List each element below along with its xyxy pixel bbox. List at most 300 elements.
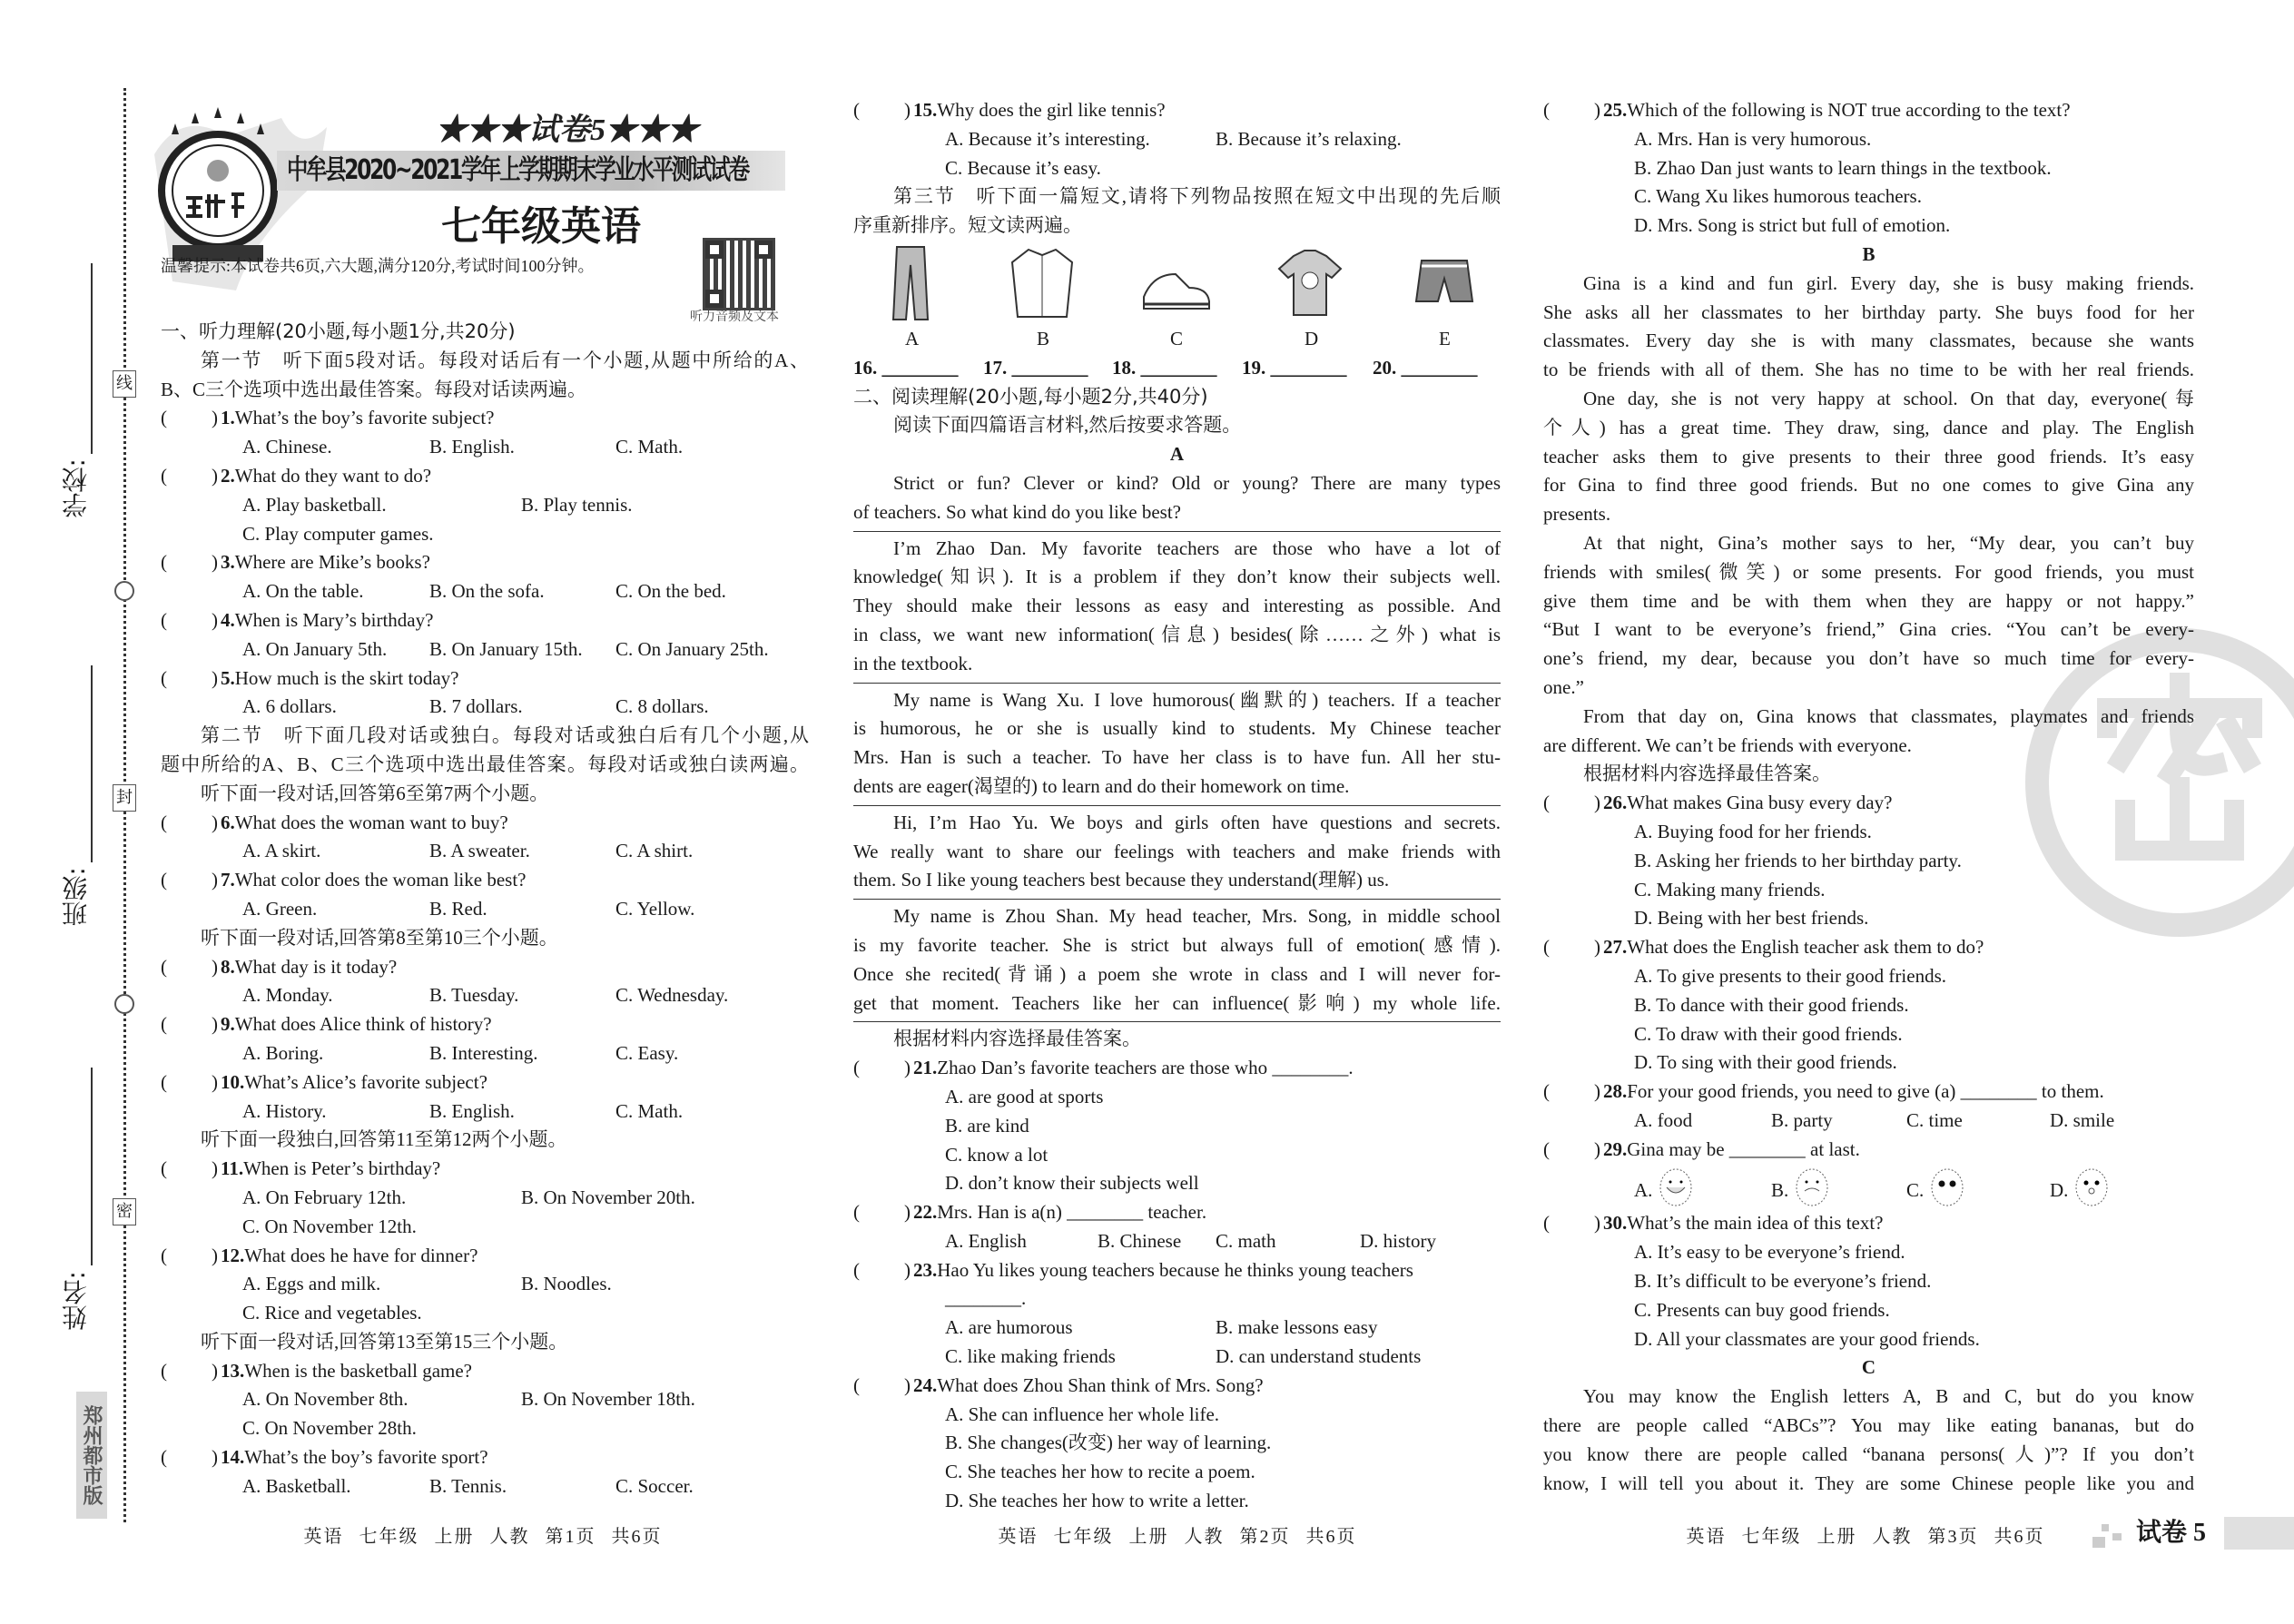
text-line: Once she recited(背诵) a poem she wrote in class and I will never for- <box>853 962 1501 985</box>
options-row <box>161 1097 809 1127</box>
answer-paren-open[interactable]: ( <box>1543 99 1550 121</box>
text-line: My name is Wang Xu. I love humorous(幽默的) teachers. If a teacher <box>893 688 1501 711</box>
text-line: 个人) has a great time. They draw, sing, dance and play. The English <box>1543 416 2194 438</box>
question-row <box>1543 1136 2194 1165</box>
question-stem: What does Alice think of history? <box>234 1013 492 1036</box>
paper-badge <box>2092 1517 2294 1550</box>
answer-paren-open[interactable]: ( <box>161 666 167 689</box>
options-row <box>161 433 809 462</box>
answer-paren-open[interactable]: ( <box>161 811 167 833</box>
seal-mark-line: 线 <box>113 370 136 398</box>
answer-option[interactable]: C. On November 28th. <box>242 1417 417 1440</box>
t-shirt-icon <box>1274 242 1346 322</box>
question-stem: Hao Yu likes young teachers because he thinks young teachers <box>937 1258 1413 1281</box>
face-option[interactable] <box>1906 1167 1965 1213</box>
question-number: 13. <box>221 1359 245 1382</box>
answer-option[interactable]: A. A skirt. <box>242 840 321 862</box>
answer-option[interactable]: A. On January 5th. <box>242 637 388 660</box>
order-blank[interactable]: 19. ________ <box>1242 356 1347 379</box>
answer-option[interactable]: D. Mrs. Song is strict but full of emotion. <box>1634 214 1951 237</box>
answer-option[interactable]: D. To sing with their good friends. <box>1634 1051 1897 1074</box>
answer-option[interactable]: B. Play tennis. <box>521 493 633 516</box>
school-label: 学校: <box>61 458 91 518</box>
page-2-column <box>853 96 1501 1516</box>
answer-option[interactable]: B. On November 18th. <box>521 1388 695 1411</box>
options-row <box>853 125 1501 154</box>
question-text <box>913 1198 1206 1227</box>
question-row <box>853 1372 1501 1401</box>
answer-option[interactable]: A. On February 12th. <box>242 1186 407 1208</box>
order-blank[interactable]: 18. ________ <box>1112 356 1217 379</box>
school-field-line[interactable] <box>91 263 93 454</box>
answer-paren-close: ) <box>212 1070 218 1093</box>
answer-option[interactable]: C. Presents can buy good friends. <box>1634 1298 1890 1321</box>
answer-option[interactable]: A. are good at sports <box>945 1085 1104 1107</box>
options-row <box>1543 1267 2194 1296</box>
answer-paren-close: ) <box>904 1258 911 1281</box>
text-line: friends with smiles(微笑) or some presents. For good friends, you must <box>1543 560 2194 583</box>
picture-labels <box>853 325 1501 354</box>
options-row <box>1543 182 2194 212</box>
options-row <box>853 1112 1501 1141</box>
answer-paren-open[interactable]: ( <box>161 407 167 429</box>
question-stem: What do they want to do? <box>234 464 432 487</box>
answer-option[interactable]: B. On November 20th. <box>521 1186 695 1208</box>
answer-paren-close: ) <box>904 1373 911 1396</box>
order-blank[interactable]: 17. ________ <box>983 356 1088 379</box>
footer-page-3: 英语 七年级 上册 人教 第3页 共6页 <box>1686 1527 2045 1547</box>
text-line: one’s friend, my dear, because you don’t have so much time for every- <box>1543 647 2194 670</box>
passage-label: A <box>1169 443 1185 466</box>
question-text <box>221 1010 492 1039</box>
page-3-column <box>1543 96 2194 1498</box>
options-row <box>161 491 809 520</box>
question-text <box>221 1443 488 1472</box>
answer-paren-open[interactable]: ( <box>161 1070 167 1093</box>
question-number: 25. <box>1603 99 1628 121</box>
question-text <box>913 1372 1264 1401</box>
paper-badge-label: 试卷 5 <box>2136 1519 2207 1547</box>
answer-option[interactable]: B. Zhao Dan just wants to learn things in the textbook. <box>1634 156 2052 179</box>
question-number: 7. <box>221 869 235 891</box>
answer-option[interactable]: C. Soccer. <box>615 1474 694 1497</box>
clothing-pictures <box>853 241 1501 325</box>
picture-label: C <box>1170 327 1184 349</box>
answer-option[interactable]: A. Play basketball. <box>242 493 387 516</box>
picture-label: E <box>1439 327 1451 349</box>
options-row <box>1543 1296 2194 1325</box>
text-line: 听下面一段对话,回答第8至第10三个小题。 <box>201 926 558 949</box>
question-stem: What does the English teacher ask them to do? <box>1627 936 1984 959</box>
question-row <box>1543 933 2194 962</box>
face-icon <box>1658 1167 1694 1213</box>
question-row <box>161 1155 809 1184</box>
answer-paren-close: ) <box>212 1157 218 1180</box>
answer-option[interactable]: C. Making many friends. <box>1634 878 1826 901</box>
answer-paren-close: ) <box>212 464 218 487</box>
answer-option[interactable]: C. Rice and vegetables. <box>242 1302 422 1324</box>
answer-option[interactable]: D. All your classmates are your good friends. <box>1634 1327 1980 1350</box>
options-row <box>853 1314 1501 1343</box>
answer-option[interactable]: A. History. <box>242 1099 327 1122</box>
answer-paren-open[interactable]: ( <box>1543 792 1550 814</box>
answer-option[interactable]: B. Because it’s relaxing. <box>1216 127 1402 150</box>
answer-option[interactable]: C. A shirt. <box>615 840 694 862</box>
answer-option[interactable]: A. To give presents to their good friends. <box>1634 964 1946 987</box>
edition-badge: 郑州都市版 <box>76 1392 107 1519</box>
question-row <box>161 462 809 491</box>
answer-option[interactable]: A. Monday. <box>242 984 333 1007</box>
name-field-line[interactable] <box>91 1068 93 1265</box>
question-text <box>1603 1209 1884 1238</box>
name-label: 姓名: <box>61 1271 91 1331</box>
answer-option[interactable]: B. A sweater. <box>429 840 530 862</box>
answer-option[interactable]: C. Math. <box>615 436 684 458</box>
answer-option[interactable]: C. She teaches her how to recite a poem. <box>945 1461 1255 1483</box>
answer-paren-open[interactable]: ( <box>1543 936 1550 959</box>
answer-option[interactable]: B. 7 dollars. <box>429 695 523 718</box>
answer-option[interactable]: A. Because it’s interesting. <box>945 127 1150 150</box>
text-line: 序重新排序。短文读两遍。 <box>853 214 1082 237</box>
text-line: of teachers. So what kind do you like best? <box>853 500 1181 523</box>
answer-option[interactable]: B. Tuesday. <box>429 984 519 1007</box>
question-row <box>1543 1078 2194 1107</box>
options-row <box>1543 1238 2194 1267</box>
text-line: them. So I like young teachers best because they understand(理解) us. <box>853 869 1390 891</box>
question-row <box>853 1256 1501 1285</box>
options-row <box>1543 1107 2194 1136</box>
answer-option[interactable]: A. She can influence her whole life. <box>945 1403 1220 1425</box>
class-field-line[interactable] <box>91 665 93 862</box>
circle-icon <box>114 994 134 1014</box>
question-stem: What color does the woman like best? <box>234 869 527 891</box>
shirt-icon <box>1006 242 1078 322</box>
answer-option[interactable]: C. Yellow. <box>615 897 695 920</box>
question-row <box>161 404 809 433</box>
answer-option[interactable]: A. Eggs and milk. <box>242 1273 381 1295</box>
seal-mark-seal: 封 <box>113 784 136 812</box>
order-blank[interactable]: 20. ________ <box>1373 356 1478 379</box>
answer-paren-open[interactable]: ( <box>161 1446 167 1469</box>
text-line: Strict or fun? Clever or kind? Old or young? There are many types <box>893 471 1501 494</box>
answer-option[interactable]: B. Noodles. <box>521 1273 612 1295</box>
text-line: presents. <box>1543 503 1611 526</box>
answer-option[interactable]: B. Interesting. <box>429 1041 538 1064</box>
answer-option[interactable]: A. On November 8th. <box>242 1388 409 1411</box>
answer-paren-open[interactable]: ( <box>161 1157 167 1180</box>
question-number: 14. <box>221 1446 245 1469</box>
options-row <box>853 1284 1501 1314</box>
answer-option[interactable]: A. Basketball. <box>242 1474 351 1497</box>
answer-option[interactable]: B. make lessons easy <box>1216 1316 1378 1339</box>
qr-code[interactable] <box>705 241 773 308</box>
answer-option[interactable]: B. Red. <box>429 897 487 920</box>
question-row <box>161 606 809 635</box>
answer-paren-close: ) <box>212 1013 218 1036</box>
question-text <box>913 96 1166 125</box>
question-number: 21. <box>913 1057 938 1079</box>
answer-paren-close: ) <box>1594 936 1600 959</box>
options-row <box>1543 876 2194 905</box>
answer-paren-open[interactable]: ( <box>161 608 167 631</box>
question-row <box>161 1010 809 1039</box>
options-row <box>161 1299 809 1328</box>
text-line: dents are eager(渴望的) to learn and do their homework on time. <box>853 774 1350 797</box>
face-option[interactable] <box>1771 1167 1830 1213</box>
section-divider <box>853 802 1501 809</box>
answer-option[interactable]: A. food <box>1634 1108 1693 1131</box>
passage-label: B <box>1862 242 1876 265</box>
answer-option[interactable]: C. Wednesday. <box>615 984 729 1007</box>
answer-option[interactable]: C. time <box>1906 1108 1963 1131</box>
answer-option[interactable]: C. On the bed. <box>615 580 726 603</box>
options-row <box>853 1458 1501 1487</box>
answer-option[interactable]: B. To dance with their good friends. <box>1634 993 1909 1016</box>
answer-paren-close: ) <box>212 1244 218 1266</box>
answer-paren-open[interactable]: ( <box>853 1057 860 1079</box>
exam-title: 中牟县2020~2021学年上学期期末学业水平测试试卷 <box>287 154 748 186</box>
question-stem: What does he have for dinner? <box>244 1244 478 1266</box>
text-line: 第三节 听下面一篇短文,请将下列物品按照在短文中出现的先后顺 <box>893 185 1501 208</box>
question-row <box>161 1242 809 1271</box>
face-option[interactable] <box>2050 1167 2110 1213</box>
exam-notice: 温馨提示:本试卷共6页,六大题,满分120分,考试时间100分钟。 <box>161 257 595 275</box>
answer-option[interactable]: B. Asking her friends to her birthday party. <box>1634 849 1962 871</box>
text-line: teacher asks them to give presents to their three good friends. It’s easy <box>1543 445 2194 468</box>
question-number: 12. <box>221 1244 245 1266</box>
answer-option[interactable]: A. are humorous <box>945 1316 1073 1339</box>
picture-label: D <box>1305 327 1319 349</box>
text-line: Hi, I’m Hao Yu. We boys and girls often have questions and secrets. <box>893 811 1501 833</box>
answer-option[interactable]: D. Being with her best friends. <box>1634 907 1869 930</box>
question-number: 26. <box>1603 792 1628 814</box>
text-line: My name is Zhou Shan. My head teacher, Mrs. Song, in middle school <box>893 905 1501 928</box>
question-row <box>161 1068 809 1097</box>
answer-paren-close: ) <box>212 551 218 574</box>
answer-option[interactable]: B. party <box>1771 1108 1833 1131</box>
face-option-letter: C. <box>1906 1178 1925 1201</box>
answer-paren-open[interactable]: ( <box>1543 1080 1550 1103</box>
text-line: there are people called “ABCs”? You may like eating bananas, but do <box>1543 1414 2194 1437</box>
text-line: I’m Zhao Dan. My favorite teachers are those who have a lot of <box>893 536 1501 559</box>
question-text <box>221 664 458 694</box>
answer-option[interactable]: C. Wang Xu likes humorous teachers. <box>1634 185 1922 208</box>
answer-option[interactable]: A. It’s easy to be everyone’s friend. <box>1634 1241 1905 1264</box>
section-divider <box>853 679 1501 686</box>
seal-mark-secret: 密 <box>113 1198 136 1225</box>
answer-option[interactable]: B. On January 15th. <box>429 637 583 660</box>
answer-option[interactable]: B. Tennis. <box>429 1474 507 1497</box>
options-row <box>161 1472 809 1501</box>
question-stem: What does the woman want to buy? <box>234 811 508 833</box>
answer-option[interactable]: A. Mrs. Han is very humorous. <box>1634 127 1872 150</box>
options-row <box>853 1083 1501 1112</box>
answer-paren-open[interactable]: ( <box>853 99 860 121</box>
options-row <box>161 1385 809 1414</box>
answer-option[interactable]: C. know a lot <box>945 1143 1049 1166</box>
question-stem: What day is it today? <box>234 955 398 978</box>
text-line: Gina is a kind and fun girl. Every day, she is busy making friends. <box>1583 271 2194 294</box>
text-line: 听下面一段对话,回答第13至第15三个小题。 <box>201 1330 568 1353</box>
answer-paren-close: ) <box>904 1057 911 1079</box>
options-row <box>161 1213 809 1242</box>
answer-paren-close: ) <box>1594 1137 1600 1160</box>
face-icon <box>1929 1167 1965 1213</box>
options-row <box>853 1141 1501 1170</box>
answer-option[interactable]: C. Math. <box>615 1099 684 1122</box>
answer-option[interactable]: B. Chinese <box>1098 1229 1182 1252</box>
text-line: get that moment. Teachers like her can influence(影响) my whole life. <box>853 991 1501 1014</box>
text-line: She asks all her classmates to her birthday party. She buys food for her <box>1543 300 2194 323</box>
text-line: B、C三个选项中选出最佳答案。每段对话读两遍。 <box>161 378 587 400</box>
text-line: You may know the English letters A, B and C, but do you know <box>1583 1385 2194 1408</box>
question-stem: When is the basketball game? <box>244 1359 472 1382</box>
answer-option[interactable]: C. Play computer games. <box>242 522 434 545</box>
question-row <box>1543 1209 2194 1238</box>
answer-option[interactable]: D. history <box>1360 1229 1436 1252</box>
answer-option[interactable]: B. It’s difficult to be everyone’s friend. <box>1634 1270 1932 1293</box>
text-line: one.” <box>1543 675 1584 698</box>
question-text <box>221 606 433 635</box>
answer-option[interactable]: D. smile <box>2050 1108 2115 1131</box>
order-blank[interactable]: 16. ________ <box>853 356 959 379</box>
question-stem: When is Mary’s birthday? <box>234 608 434 631</box>
text-line: 根据材料内容选择最佳答案。 <box>893 1028 1141 1050</box>
question-stem: What’s the main idea of this text? <box>1627 1212 1884 1235</box>
answer-paren-open[interactable]: ( <box>161 1244 167 1266</box>
question-number: 23. <box>913 1258 938 1281</box>
question-row <box>161 1357 809 1386</box>
answer-option[interactable]: B. She changes(改变) her way of learning. <box>945 1432 1272 1454</box>
answer-option[interactable]: C. math <box>1216 1229 1276 1252</box>
answer-option[interactable]: B. On the sofa. <box>429 580 545 603</box>
question-row <box>161 664 809 694</box>
question-number: 2. <box>221 464 235 487</box>
face-option[interactable] <box>1634 1167 1694 1213</box>
question-number: 29. <box>1603 1137 1628 1160</box>
options-row <box>853 1401 1501 1430</box>
answer-paren-close: ) <box>212 1359 218 1382</box>
answer-option[interactable]: C. like making friends <box>945 1345 1116 1368</box>
text-line: are different. We can’t be friends with everyone. <box>1543 733 1912 756</box>
options-row <box>161 1414 809 1443</box>
answer-paren-open[interactable]: ( <box>853 1201 860 1224</box>
answer-option[interactable]: B. are kind <box>945 1114 1029 1137</box>
answer-option[interactable]: C. On January 25th. <box>615 637 769 660</box>
question-stem: What’s the boy’s favorite subject? <box>234 407 495 429</box>
answer-paren-open[interactable]: ( <box>161 464 167 487</box>
question-row <box>161 1443 809 1472</box>
answer-option[interactable]: ________. <box>945 1287 1027 1310</box>
answer-option[interactable]: B. English. <box>429 1099 515 1122</box>
question-text <box>1603 96 2071 125</box>
question-stem: What’s Alice’s favorite subject? <box>244 1070 487 1093</box>
options-row <box>161 1184 809 1213</box>
answer-option[interactable]: A. Buying food for her friends. <box>1634 820 1872 842</box>
options-row <box>161 635 809 664</box>
question-number: 11. <box>221 1157 244 1180</box>
answer-paren-open[interactable]: ( <box>853 1373 860 1396</box>
answer-option[interactable]: A. Green. <box>242 897 318 920</box>
options-row <box>853 1429 1501 1458</box>
answer-paren-open[interactable]: ( <box>1543 1212 1550 1235</box>
answer-paren-open[interactable]: ( <box>161 955 167 978</box>
answer-option[interactable]: D. don’t know their subjects well <box>945 1172 1199 1195</box>
text-line: you know there are people called “banana persons(人)”? If you don’t <box>1543 1442 2194 1465</box>
options-row <box>161 837 809 866</box>
order-blanks <box>853 354 1501 383</box>
options-row <box>1543 818 2194 847</box>
text-line: 题中所给的A、B、C三个选项中选出最佳答案。每段对话或独白读两遍。 <box>161 753 809 775</box>
exam-series-label: ★★★试卷5★★★ <box>436 113 698 147</box>
picture-label: B <box>1037 327 1050 349</box>
face-option-letter: B. <box>1771 1178 1789 1201</box>
text-line: is humorous, he or she is usually kind to students. My Chinese teacher <box>853 717 1501 740</box>
options-row <box>853 1169 1501 1198</box>
text-line: 第二节 听下面几段对话或独白。每段对话或独白后有几个小题,从 <box>201 724 809 747</box>
answer-option[interactable]: C. To draw with their good friends. <box>1634 1022 1903 1045</box>
options-row <box>853 1227 1501 1256</box>
answer-option[interactable]: A. 6 dollars. <box>242 695 337 718</box>
answer-paren-close: ) <box>212 608 218 631</box>
question-row <box>161 548 809 577</box>
options-row <box>1543 1020 2194 1049</box>
answer-option[interactable]: D. can understand students <box>1216 1345 1422 1368</box>
answer-option[interactable]: C. Because it’s easy. <box>945 156 1101 179</box>
answer-option[interactable]: C. Easy. <box>615 1041 679 1064</box>
text-line: From that day on, Gina knows that classmates, playmates and friends <box>1583 704 2194 727</box>
face-icon <box>1794 1167 1830 1213</box>
answer-paren-close: ) <box>1594 99 1600 121</box>
options-row <box>1543 962 2194 991</box>
options-row <box>161 693 809 722</box>
face-icon <box>2073 1167 2110 1213</box>
answer-option[interactable]: C. 8 dollars. <box>615 695 709 718</box>
question-text <box>1603 1078 2104 1107</box>
answer-paren-open[interactable]: ( <box>161 869 167 891</box>
answer-paren-open[interactable]: ( <box>161 1013 167 1036</box>
answer-paren-close: ) <box>1594 792 1600 814</box>
answer-paren-open[interactable]: ( <box>1543 1137 1550 1160</box>
answer-option[interactable]: A. Chinese. <box>242 436 332 458</box>
options-row <box>161 1270 809 1299</box>
options-row <box>161 895 809 924</box>
answer-option[interactable]: A. On the table. <box>242 580 364 603</box>
answer-paren-open[interactable]: ( <box>161 1359 167 1382</box>
question-text <box>221 1155 440 1184</box>
answer-paren-open[interactable]: ( <box>853 1258 860 1281</box>
answer-option[interactable]: B. English. <box>429 436 515 458</box>
text-line: knowledge(知识). It is a problem if they don’t know their subjects well. <box>853 566 1501 588</box>
text-line: know, I will tell you about it. They are some Chinese people like you and <box>1543 1471 2194 1494</box>
question-row <box>853 96 1501 125</box>
answer-option[interactable]: D. She teaches her how to write a letter. <box>945 1490 1249 1512</box>
question-stem: Why does the girl like tennis? <box>937 99 1166 121</box>
question-text <box>1603 1136 1860 1165</box>
answer-paren-open[interactable]: ( <box>161 551 167 574</box>
answer-option[interactable]: C. On November 12th. <box>242 1215 417 1237</box>
question-number: 27. <box>1603 936 1628 959</box>
options-row <box>161 1039 809 1068</box>
page-1-column <box>161 318 809 1501</box>
question-stem: Where are Mike’s books? <box>234 551 430 574</box>
circle-icon <box>114 581 134 601</box>
options-row <box>853 154 1501 183</box>
options-row <box>1543 1048 2194 1078</box>
answer-option[interactable]: A. Boring. <box>242 1041 324 1064</box>
text-line: Mrs. Han is such a teacher. To have her class is to have fun. All her stu- <box>853 746 1501 769</box>
answer-option[interactable]: A. English <box>945 1229 1027 1252</box>
